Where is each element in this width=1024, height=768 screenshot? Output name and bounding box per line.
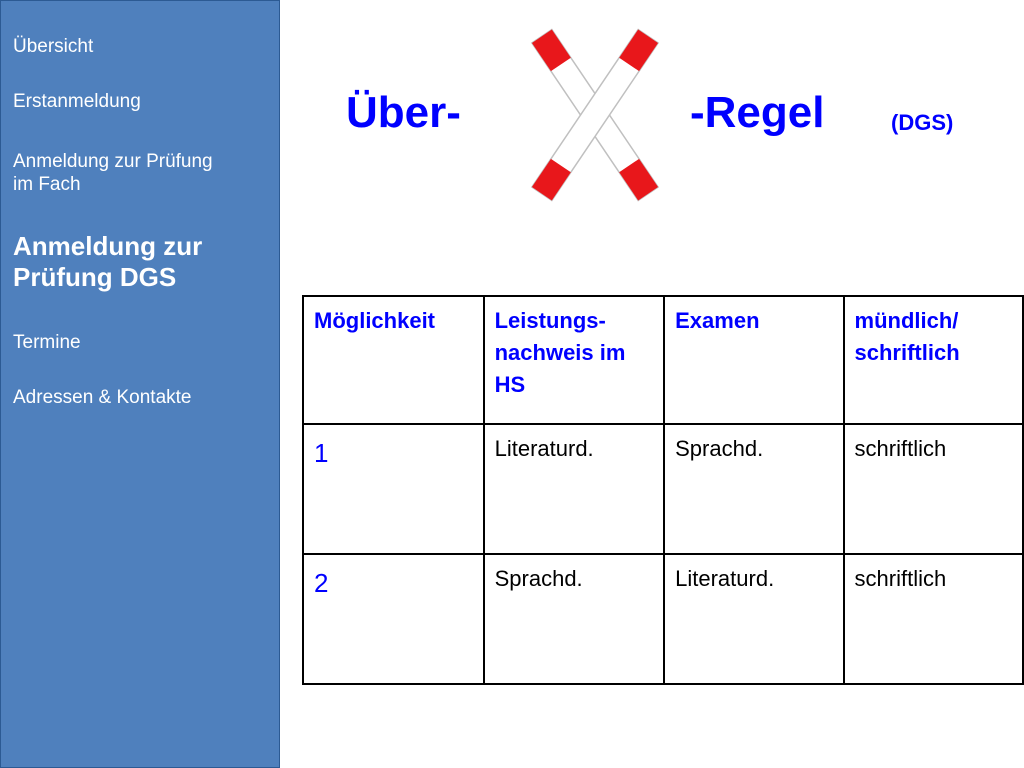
options-table: [302, 295, 1024, 685]
table-cell: 1: [303, 424, 484, 554]
table-row: [303, 554, 1023, 684]
page-title-left: Über-: [346, 88, 461, 137]
table-row: [303, 424, 1023, 554]
column-header: Examen: [664, 296, 843, 424]
warning-cross-icon: [530, 28, 660, 202]
sidebar-item-erstanmeldung[interactable]: Erstanmeldung: [13, 91, 141, 112]
table-cell: Literaturd.: [664, 554, 843, 684]
table-cell: Sprachd.: [664, 424, 843, 554]
sidebar-item-termine[interactable]: Termine: [13, 332, 81, 353]
table-cell: schriftlich: [844, 554, 1023, 684]
table-cell: 2: [303, 554, 484, 684]
title-tag: (DGS): [891, 110, 954, 135]
table-cell: Sprachd.: [484, 554, 665, 684]
table-cell: Literaturd.: [484, 424, 665, 554]
column-header: Leistungs-nachweis im HS: [484, 296, 665, 424]
sidebar: [0, 0, 280, 768]
sidebar-item-adressen-kontakte[interactable]: Adressen & Kontakte: [13, 387, 192, 408]
column-header: Möglichkeit: [303, 296, 484, 424]
sidebar-item-anmeldung-fach[interactable]: Anmeldung zur Prüfung im Fach: [13, 151, 213, 195]
table-cell: schriftlich: [844, 424, 1023, 554]
sidebar-item-anmeldung-dgs[interactable]: Anmeldung zur Prüfung DGS: [13, 231, 203, 292]
page-title-right: -Regel: [690, 88, 825, 137]
column-header: mündlich/ schriftlich: [844, 296, 1023, 424]
sidebar-item-uebersicht[interactable]: Übersicht: [13, 36, 94, 57]
table-header-row: [303, 296, 1023, 424]
